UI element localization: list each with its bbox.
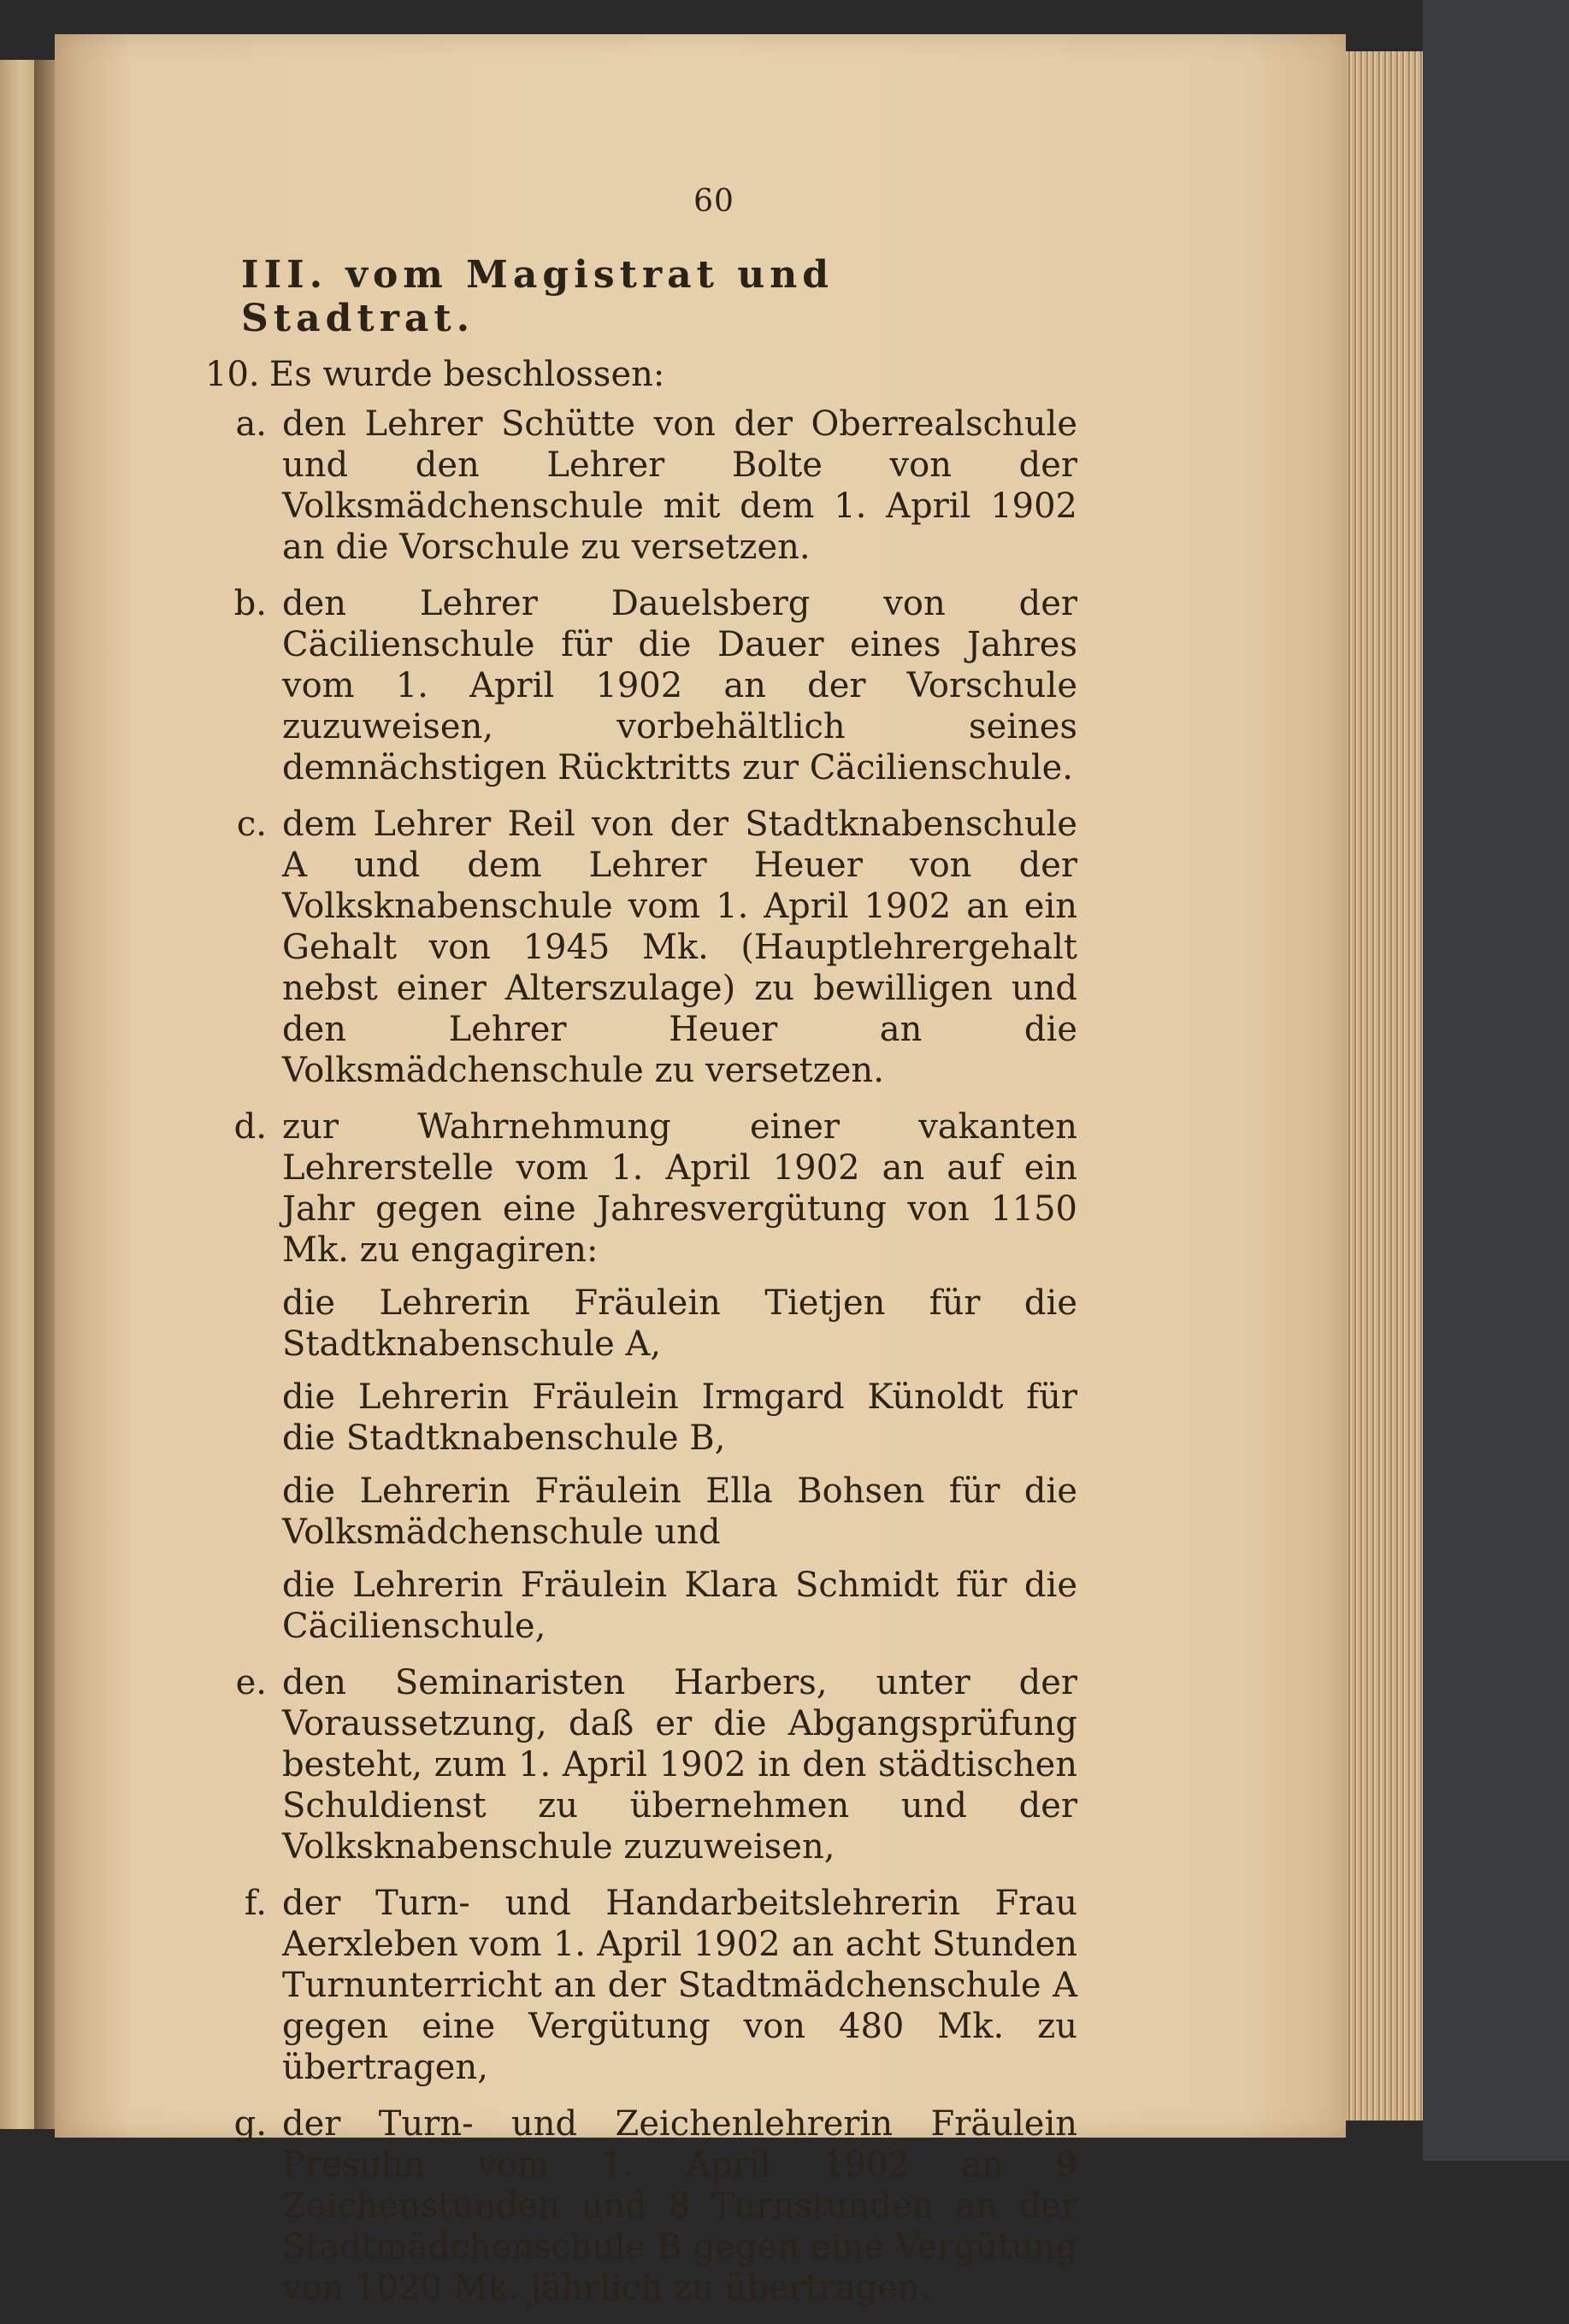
item-body (282, 1883, 1077, 2088)
item-label: f. (244, 1884, 267, 1923)
intro-number: 10. (205, 355, 260, 394)
item-label: b. (233, 584, 267, 623)
item-paragraph: die Lehrerin Fräulein Klara Schmidt für die Cäcilienschule, (282, 1566, 1077, 1646)
item-paragraph: der Turn- und Handarbeitslehrerin Frau Aerxleben vom 1. April 1902 an acht Stunden Turnunterricht an der Stadtmädchenschule A gegen eine Vergütung von 480 Mk. zu übertragen, (282, 1884, 1077, 2087)
list-item (205, 404, 1077, 568)
list-item (205, 583, 1077, 788)
list-item (205, 1883, 1077, 2088)
item-paragraph: die Lehrerin Fräulein Irmgard Künoldt für die Stadtknabenschule B, (282, 1377, 1077, 1458)
section-heading: III. vom Magistrat und Stadtrat. (241, 253, 835, 340)
previous-page-edge (0, 60, 34, 2129)
item-label: e. (235, 1663, 267, 1702)
list-item (205, 1106, 1077, 1647)
item-paragraph: die Lehrerin Fräulein Ella Bohsen für die Volksmädchenschule und (282, 1472, 1077, 1552)
item-paragraph: dem Lehrer Reil von der Stadtknabenschule A und dem Lehrer Heuer von der Volksknabenschule vom 1. April 1902 an ein Gehalt von 1945 Mk. (Hauptlehrergehalt nebst einer Alterszulage) zu bewilligen und den Lehrer Heuer an die Volksmädchenschule zu versetzen. (282, 805, 1077, 1090)
item-paragraph: die Lehrerin Fräulein Tietjen für die Stadtknabenschule A, (282, 1283, 1077, 1364)
item-body (282, 1106, 1077, 1647)
item-paragraph: zur Wahrnehmung einer vakanten Lehrerstelle vom 1. April 1902 an auf ein Jahr gegen eine Jahresvergütung von 1150 Mk. zu engagiren: (282, 1107, 1077, 1270)
book-gutter (34, 60, 55, 2129)
item-paragraph: den Lehrer Dauelsberg von der Cäcilienschule für die Dauer eines Jahres vom 1. April 1902 an der Vorschule zuzuweisen, vorbehältlich seines demnächstigen Rücktritts zur Cäcilienschule. (282, 584, 1077, 787)
intro-line (205, 352, 1077, 397)
list-item (205, 804, 1077, 1091)
list-item (205, 2103, 1077, 2309)
item-label: c. (236, 805, 267, 844)
item-label: g. (233, 2104, 267, 2144)
text-block (205, 184, 1077, 2324)
item-paragraph: den Seminaristen Harbers, unter der Voraussetzung, daß er die Abgangsprüfung besteht, zum 1. April 1902 in den städtischen Schuldienst zu übernehmen und der Volksknabenschule zuzuweisen, (282, 1663, 1077, 1867)
item-label: a. (235, 404, 267, 444)
intro-text: Es wurde beschlossen: (269, 355, 665, 394)
item-body (282, 1662, 1077, 1867)
item-paragraph: den Lehrer Schütte von der Oberrealschule und den Lehrer Bolte von der Volksmädchenschule mit dem 1. April 1902 an die Vorschule zu versetzen. (282, 404, 1077, 567)
item-body (282, 2103, 1077, 2309)
item-label: d. (233, 1107, 267, 1147)
list-item (205, 1662, 1077, 1867)
item-list (205, 404, 1077, 2309)
item-body (282, 804, 1077, 1091)
book-cover (1423, 0, 1569, 2161)
page-number: 60 (693, 184, 734, 219)
item-body (282, 404, 1077, 568)
page-edges (1346, 51, 1423, 2121)
item-paragraph: der Turn- und Zeichenlehrerin Fräulein Presuhn vom 1. April 1902 an 9 Zeichenstunden und 8 Turnstunden an der Stadtmädchenschule B gegen eine Vergütung von 1020 Mk. jährlich zu übertragen. (282, 2104, 1077, 2308)
item-body (282, 583, 1077, 788)
